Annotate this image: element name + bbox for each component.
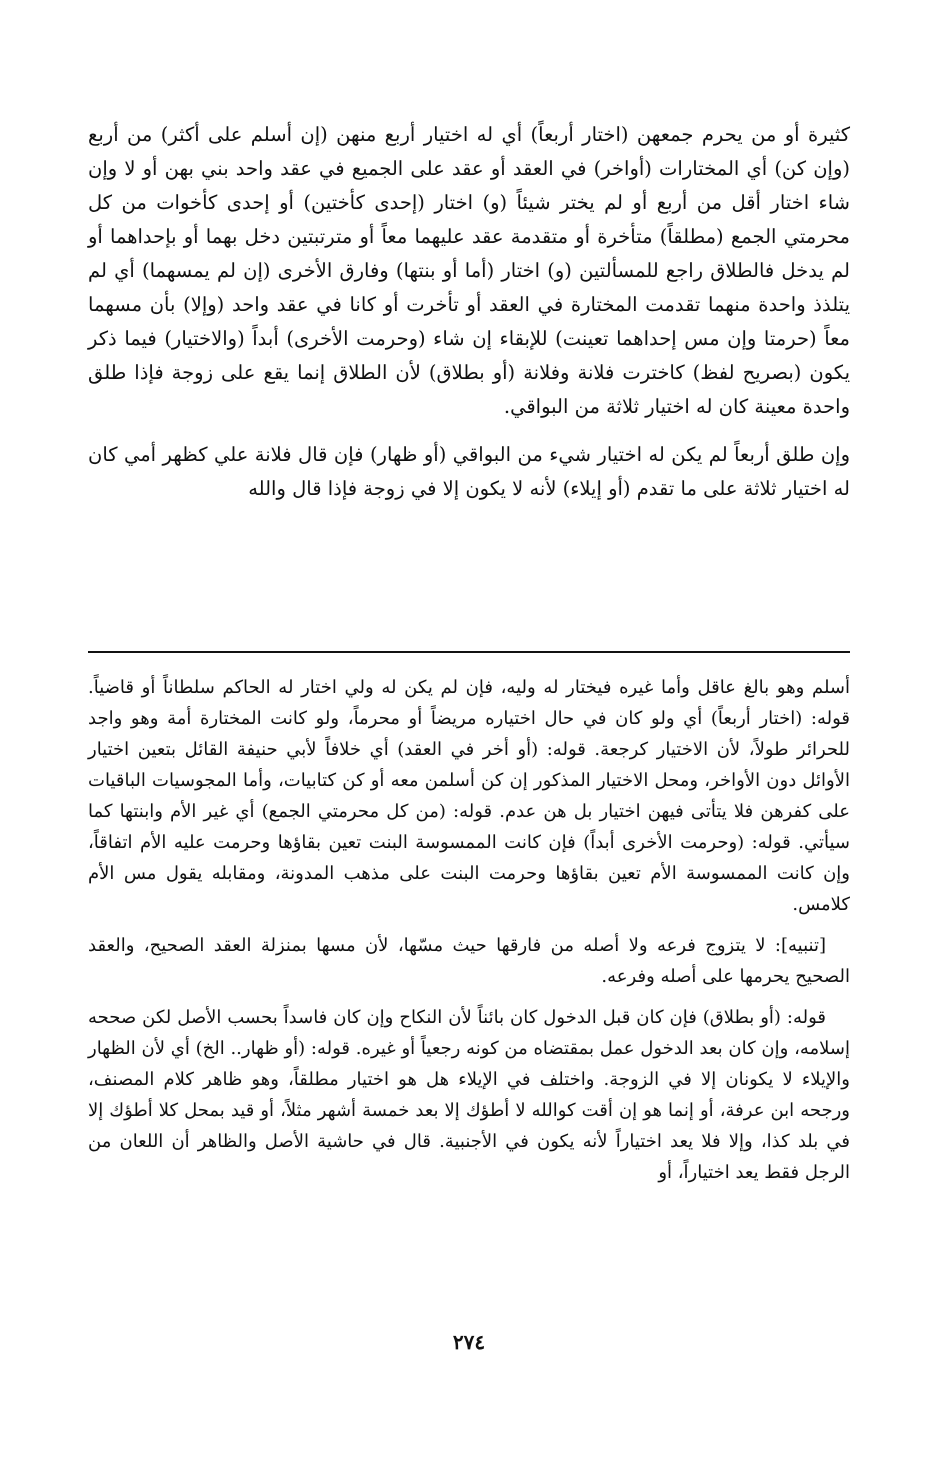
page-number: ٢٧٤ (452, 1330, 486, 1354)
main-text (88, 118, 850, 506)
footnote-divider (88, 651, 850, 653)
footnote-paragraph-3: قوله: (أو بطلاق) فإن كان قبل الدخول كان بائناً لأن النكاح وإن كان فاسداً بحسب الأصل لكن صححه إسلامه، وإن كان بعد الدخول عمل بمقتضاه من كونه رجعياً أو غيره. قوله: (أو ظهار.. الخ) أي لأن الظهار والإيلاء لا يكونان إلا في الزوجة. واختلف في الإيلاء هل هو اختيار مطلقاً، وهو ظاهر كلام المصنف، ورجحه ابن عرفة، أو إنما هو إن أقت كوالله لا أطؤك إلا بعد خمسة أشهر مثلاً، أو قيد بمحل كلا أطؤك إلا في بلد كذا، وإلا فلا يعد اختياراً لأنه يكون في الأجنبية. قال في حاشية الأصل والظاهر أن اللعان من الرجل فقط يعد اختياراً، أو (88, 1007, 850, 1183)
main-paragraph-1: كثيرة أو من يحرم جمعهن (اختار أربعاً) أي له اختيار أربع منهن (إن أسلم على أكثر) من أربع (وإن كن) أي المختارات (أواخر) في العقد أو عقد على الجميع في عقد واحد بني بهن أو لا وإن شاء اختار أقل من أربع أو لم يختر شيئاً (و) اختار (إحدى كأختين) أو إحدى كأخوات من كل محرمتي الجمع (مطلقاً) متأخرة أو متقدمة عقد عليهما معاً أو مترتبتين دخل بهما أو بإحداهما أو لم يدخل فالطلاق راجع للمسألتين (و) اختار (أما أو بنتها) وفارق الأخرى (إن لم يمسهما) أي لم يتلذذ واحدة منهما تقدمت المختارة في العقد أو تأخرت أو كانا في عقد واحد (وإلا) بأن مسهما معاً (حرمتا وإن مس إحداهما تعينت) للإبقاء إن شاء (وحرمت الأخرى) أبداً (والاختيار) فيما ذكر يكون (بصريح لفظ) كاخترت فلانة وفلانة (أو بطلاق) لأن الطلاق إنما يقع على زوجة فإذا طلق واحدة معينة كان له اختيار ثلاثة من البواقي. (88, 123, 850, 418)
main-paragraph-2: وإن طلق أربعاً لم يكن له اختيار شيء من البواقي (أو ظهار) فإن قال فلانة علي كظهر أمي كان له اختيار ثلاثة على ما تقدم (أو إيلاء) لأنه لا يكون إلا في زوجة فإذا قال والله (88, 443, 850, 500)
footnotes (88, 672, 850, 1188)
footnote-paragraph-2: [تنبيه]: لا يتزوج فرعه ولا أصله من فارقها حيث مسّها، لأن مسها بمنزلة العقد الصحيح، والعقد الصحيح يحرمها على أصله وفرعه. (88, 935, 850, 987)
footnote-paragraph-1: أسلم وهو بالغ عاقل وأما غيره فيختار له وليه، فإن لم يكن له ولي اختار له الحاكم سلطاناً أو قاضياً. قوله: (اختار أربعاً) أي ولو كان في حال اختياره مريضاً أو محرماً، ولو كانت المختارة أمة وهو واجد للحرائر طولاً، لأن الاختيار كرجعة. قوله: (أو أخر في العقد) أي خلافاً لأبي حنيفة القائل بتعين اختيار الأوائل دون الأواخر، ومحل الاختيار المذكور إن كن أسلمن معه أو كن كتابيات، وأما المجوسيات الباقيات على كفرهن فلا يتأتى فيهن اختيار بل هن عدم. قوله: (من كل محرمتي الجمع) أي غير الأم وابنتها كما سيأتي. قوله: (وحرمت الأخرى أبداً) فإن كانت الممسوسة البنت تعين بقاؤها وحرمت عليه الأم اتفاقاً، وإن كانت الممسوسة الأم تعين بقاؤها وحرمت البنت على مذهب المدونة، ومقابله يقول مس الأم كلامس. (88, 677, 850, 915)
